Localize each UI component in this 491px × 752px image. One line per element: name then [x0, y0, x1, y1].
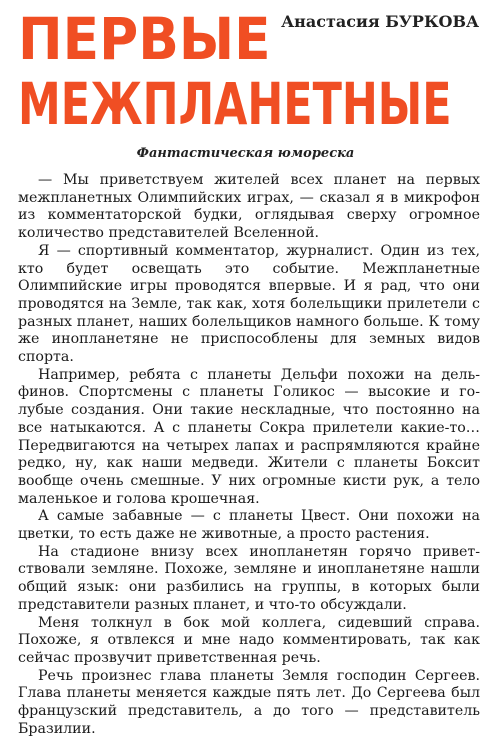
title-line-1: ПЕРВЫЕ [18, 5, 271, 73]
paragraph: Например, ребята с планеты Дельфи похожи на дельфинов. Спортсмены с планеты Голикос — высокие и голубые создания. Они такие нескладные, что постоянно на все натыкаются. А с планеты Сокра прилетели какие-то… Передвигаются на четырех лапах и распрямляются крайне редко, ну, как наши медведи. Жители с планеты Боксит вообще очень смешные. У них огромные кисти рук, а тело маленькое и голова крошечная. [18, 366, 480, 507]
paragraph: — Мы приветствуем жителей всех планет на первых межпланетных Олимпийских играх, — сказал я в микрофон из комментаторской будки, оглядывая сверху огромное количество представителей Вселенной. [18, 172, 480, 242]
paragraph: Речь произнес глава планеты Земля господин Сергеев. Глава планеты меняется каждые пять лет. До Сергеева был французский представитель, а до того — представитель Бразилии. [18, 667, 480, 737]
paragraph: Меня толкнул в бок мой коллега, сидевший справа. Похоже, я отвлекся и мне надо комментировать, так как сейчас прозвучит приветственная речь. [18, 614, 480, 666]
paragraph: А самые забавные — с планеты Цвест. Они похожи на цветки, то есть даже не животные, а просто растения. [18, 508, 480, 543]
paragraph: На стадионе внизу всех инопланетян горячо приветствовали земляне. Похоже, земляне и инопланетяне нашли общий язык: они разбились на группы, в которых были представители разных планет, и что-то обсуждали. [18, 543, 480, 613]
title-line-2: МЕЖПЛАНЕТНЫЕ [18, 70, 452, 138]
subtitle: Фантастическая юмореска [136, 146, 355, 161]
paragraph: Я — спортивный комментатор, журналист. Один из тех, кто будет освещать это событие. Межпланетные Олимпийские игры проводятся впервые. И я рад, что они проводятся на Земле, так как, хотя болельщики прилетели с разных планет, наших болельщиков намного больше. К тому же инопланетяне не приспособлены для земных видов спорта. [18, 242, 480, 366]
article-body [18, 172, 480, 739]
author-name: Анастасия БУРКОВА [281, 12, 479, 31]
